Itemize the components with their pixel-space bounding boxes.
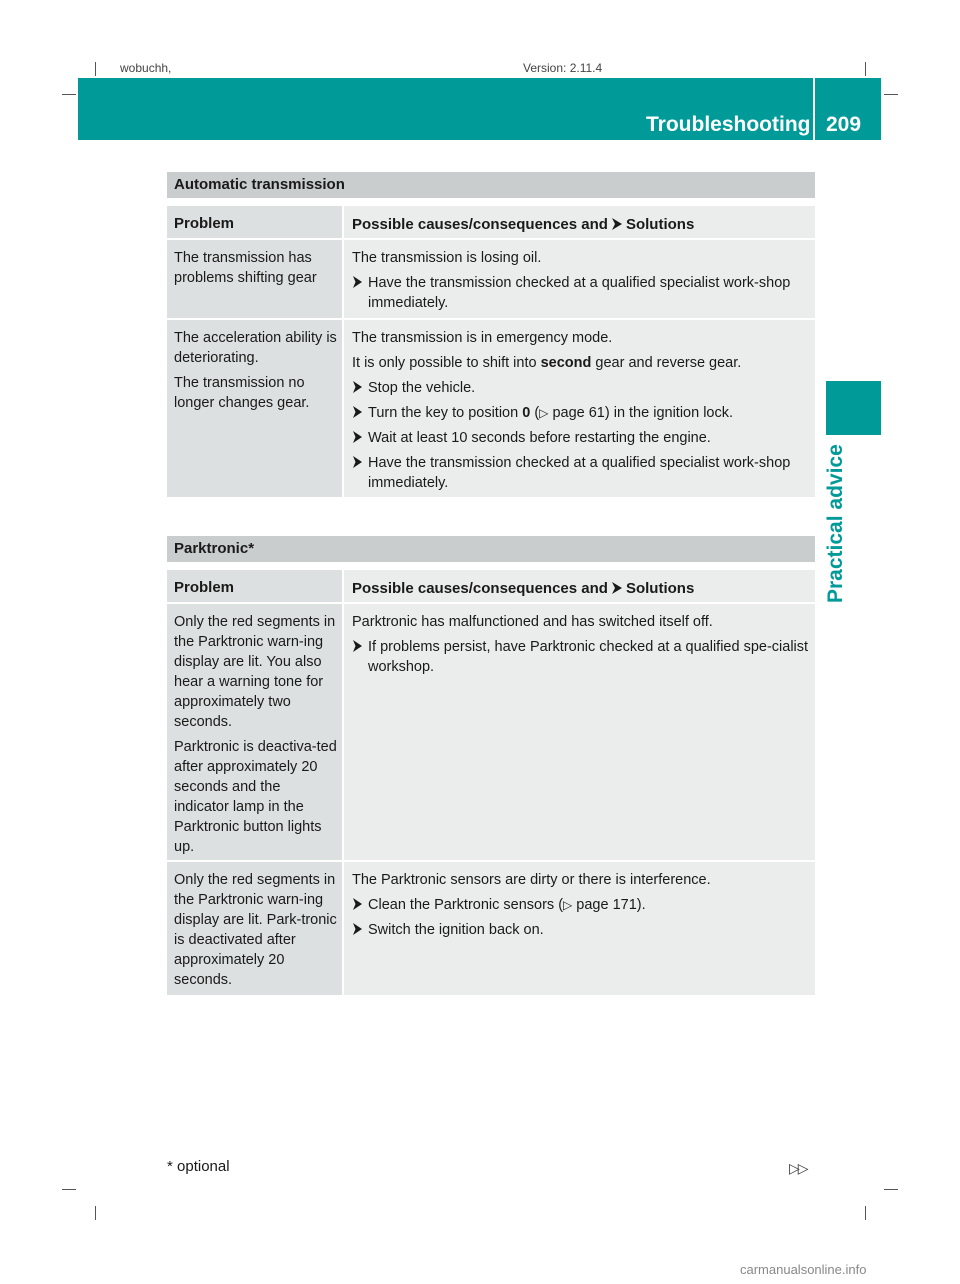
page-number: 209 — [826, 113, 862, 136]
table-header-solutions — [344, 570, 815, 602]
action-step — [352, 453, 809, 493]
crop-mark — [95, 62, 96, 76]
problem-text: Only the red segments in the Parktronic warn-ing display are lit. Park-tronic is deactivated after approximately 20 seconds. — [174, 872, 337, 988]
action-step: Clean the Parktronic sensors (▷ page 171). — [352, 895, 809, 915]
continued-icon: ▷▷ — [789, 1160, 807, 1176]
action-text: Switch the ignition back on. — [368, 922, 544, 938]
action-text: Have the transmission checked at a qualified specialist work-shop immediately. — [368, 275, 791, 311]
cause-text: The transmission is losing oil. — [352, 250, 542, 266]
column-header: Possible causes/consequences and — [352, 216, 608, 233]
table-row — [167, 862, 342, 995]
action-arrow-icon — [611, 217, 623, 231]
problem-text: The transmission has problems shifting gear — [174, 250, 317, 286]
column-header: Possible causes/consequences and — [352, 580, 608, 597]
watermark: carmanualsonline.info — [740, 1262, 867, 1277]
action-step — [352, 920, 809, 940]
action-step — [352, 428, 809, 448]
side-tab-marker — [826, 381, 881, 435]
table-row — [344, 862, 815, 995]
prepress-label-left: wobuchh, — [120, 61, 172, 75]
action-step — [352, 637, 809, 677]
action-arrow-icon — [352, 405, 363, 419]
cause-text: It is only possible to shift into second gear and reverse gear. — [352, 355, 742, 371]
crop-mark — [884, 94, 898, 95]
action-step — [352, 273, 809, 313]
problem-text: The acceleration ability is deteriorating. — [174, 330, 337, 366]
crop-mark — [865, 1206, 866, 1220]
action-arrow-icon — [352, 897, 363, 911]
page-title: Troubleshooting — [646, 113, 811, 136]
action-text: Stop the vehicle. — [368, 380, 476, 396]
table-row — [344, 240, 815, 318]
page-reference-icon: ▷ — [539, 406, 549, 420]
column-header: Solutions — [625, 580, 695, 597]
problem-text: The transmission no longer changes gear. — [174, 375, 310, 411]
cause-text: Parktronic has malfunctioned and has switched itself off. — [352, 614, 713, 630]
action-arrow-icon — [352, 275, 363, 289]
action-arrow-icon — [352, 380, 363, 394]
page-reference-link[interactable]: page 61) — [552, 405, 610, 421]
column-header: Problem — [174, 215, 235, 232]
action-arrow-icon — [352, 455, 363, 469]
crop-mark — [62, 94, 76, 95]
side-tab-label: Practical advice — [824, 444, 847, 603]
table-row — [344, 604, 815, 860]
cause-text: The transmission is in emergency mode. — [352, 330, 613, 346]
crop-mark — [95, 1206, 96, 1220]
table-header-solutions — [344, 206, 815, 238]
action-arrow-icon — [611, 581, 623, 595]
table-header-problem — [167, 570, 342, 602]
section-title-parktronic: Parktronic* — [167, 536, 815, 562]
column-header: Solutions — [625, 216, 695, 233]
problem-text: Parktronic is deactiva-ted after approximately 20 seconds and the indicator lamp in the Parktronic button lights up. — [174, 739, 337, 855]
header-divider — [813, 78, 815, 140]
action-text: If problems persist, have Parktronic checked at a qualified spe-cialist workshop. — [368, 639, 809, 675]
page-reference-icon: ▷ — [563, 898, 573, 912]
column-header: Problem — [174, 579, 235, 596]
action-step: Turn the key to position 0 (▷ page 61) in the ignition lock. — [352, 403, 809, 423]
section-title-transmission: Automatic transmission — [167, 172, 815, 198]
footnote: * optional — [167, 1158, 230, 1175]
crop-mark — [62, 1189, 76, 1190]
table-header-problem — [167, 206, 342, 238]
action-text: Wait at least 10 seconds before restarting the engine. — [368, 430, 711, 446]
table-row — [167, 320, 342, 497]
table-row — [167, 240, 342, 318]
action-text: Have the transmission checked at a qualified specialist work-shop immediately. — [368, 455, 791, 491]
crop-mark — [865, 62, 866, 76]
page-reference-link[interactable]: page 171). — [576, 897, 646, 913]
action-arrow-icon — [352, 922, 363, 936]
action-arrow-icon — [352, 639, 363, 653]
action-arrow-icon — [352, 430, 363, 444]
problem-text: Only the red segments in the Parktronic warn-ing display are lit. You also hear a warning tone for approximately two seconds. — [174, 614, 336, 730]
prepress-label-right: Version: 2.11.4 — [523, 61, 603, 75]
table-row — [344, 320, 815, 497]
action-step — [352, 378, 809, 398]
crop-mark — [884, 1189, 898, 1190]
cause-text: The Parktronic sensors are dirty or there is interference. — [352, 872, 711, 888]
table-row — [167, 604, 342, 860]
